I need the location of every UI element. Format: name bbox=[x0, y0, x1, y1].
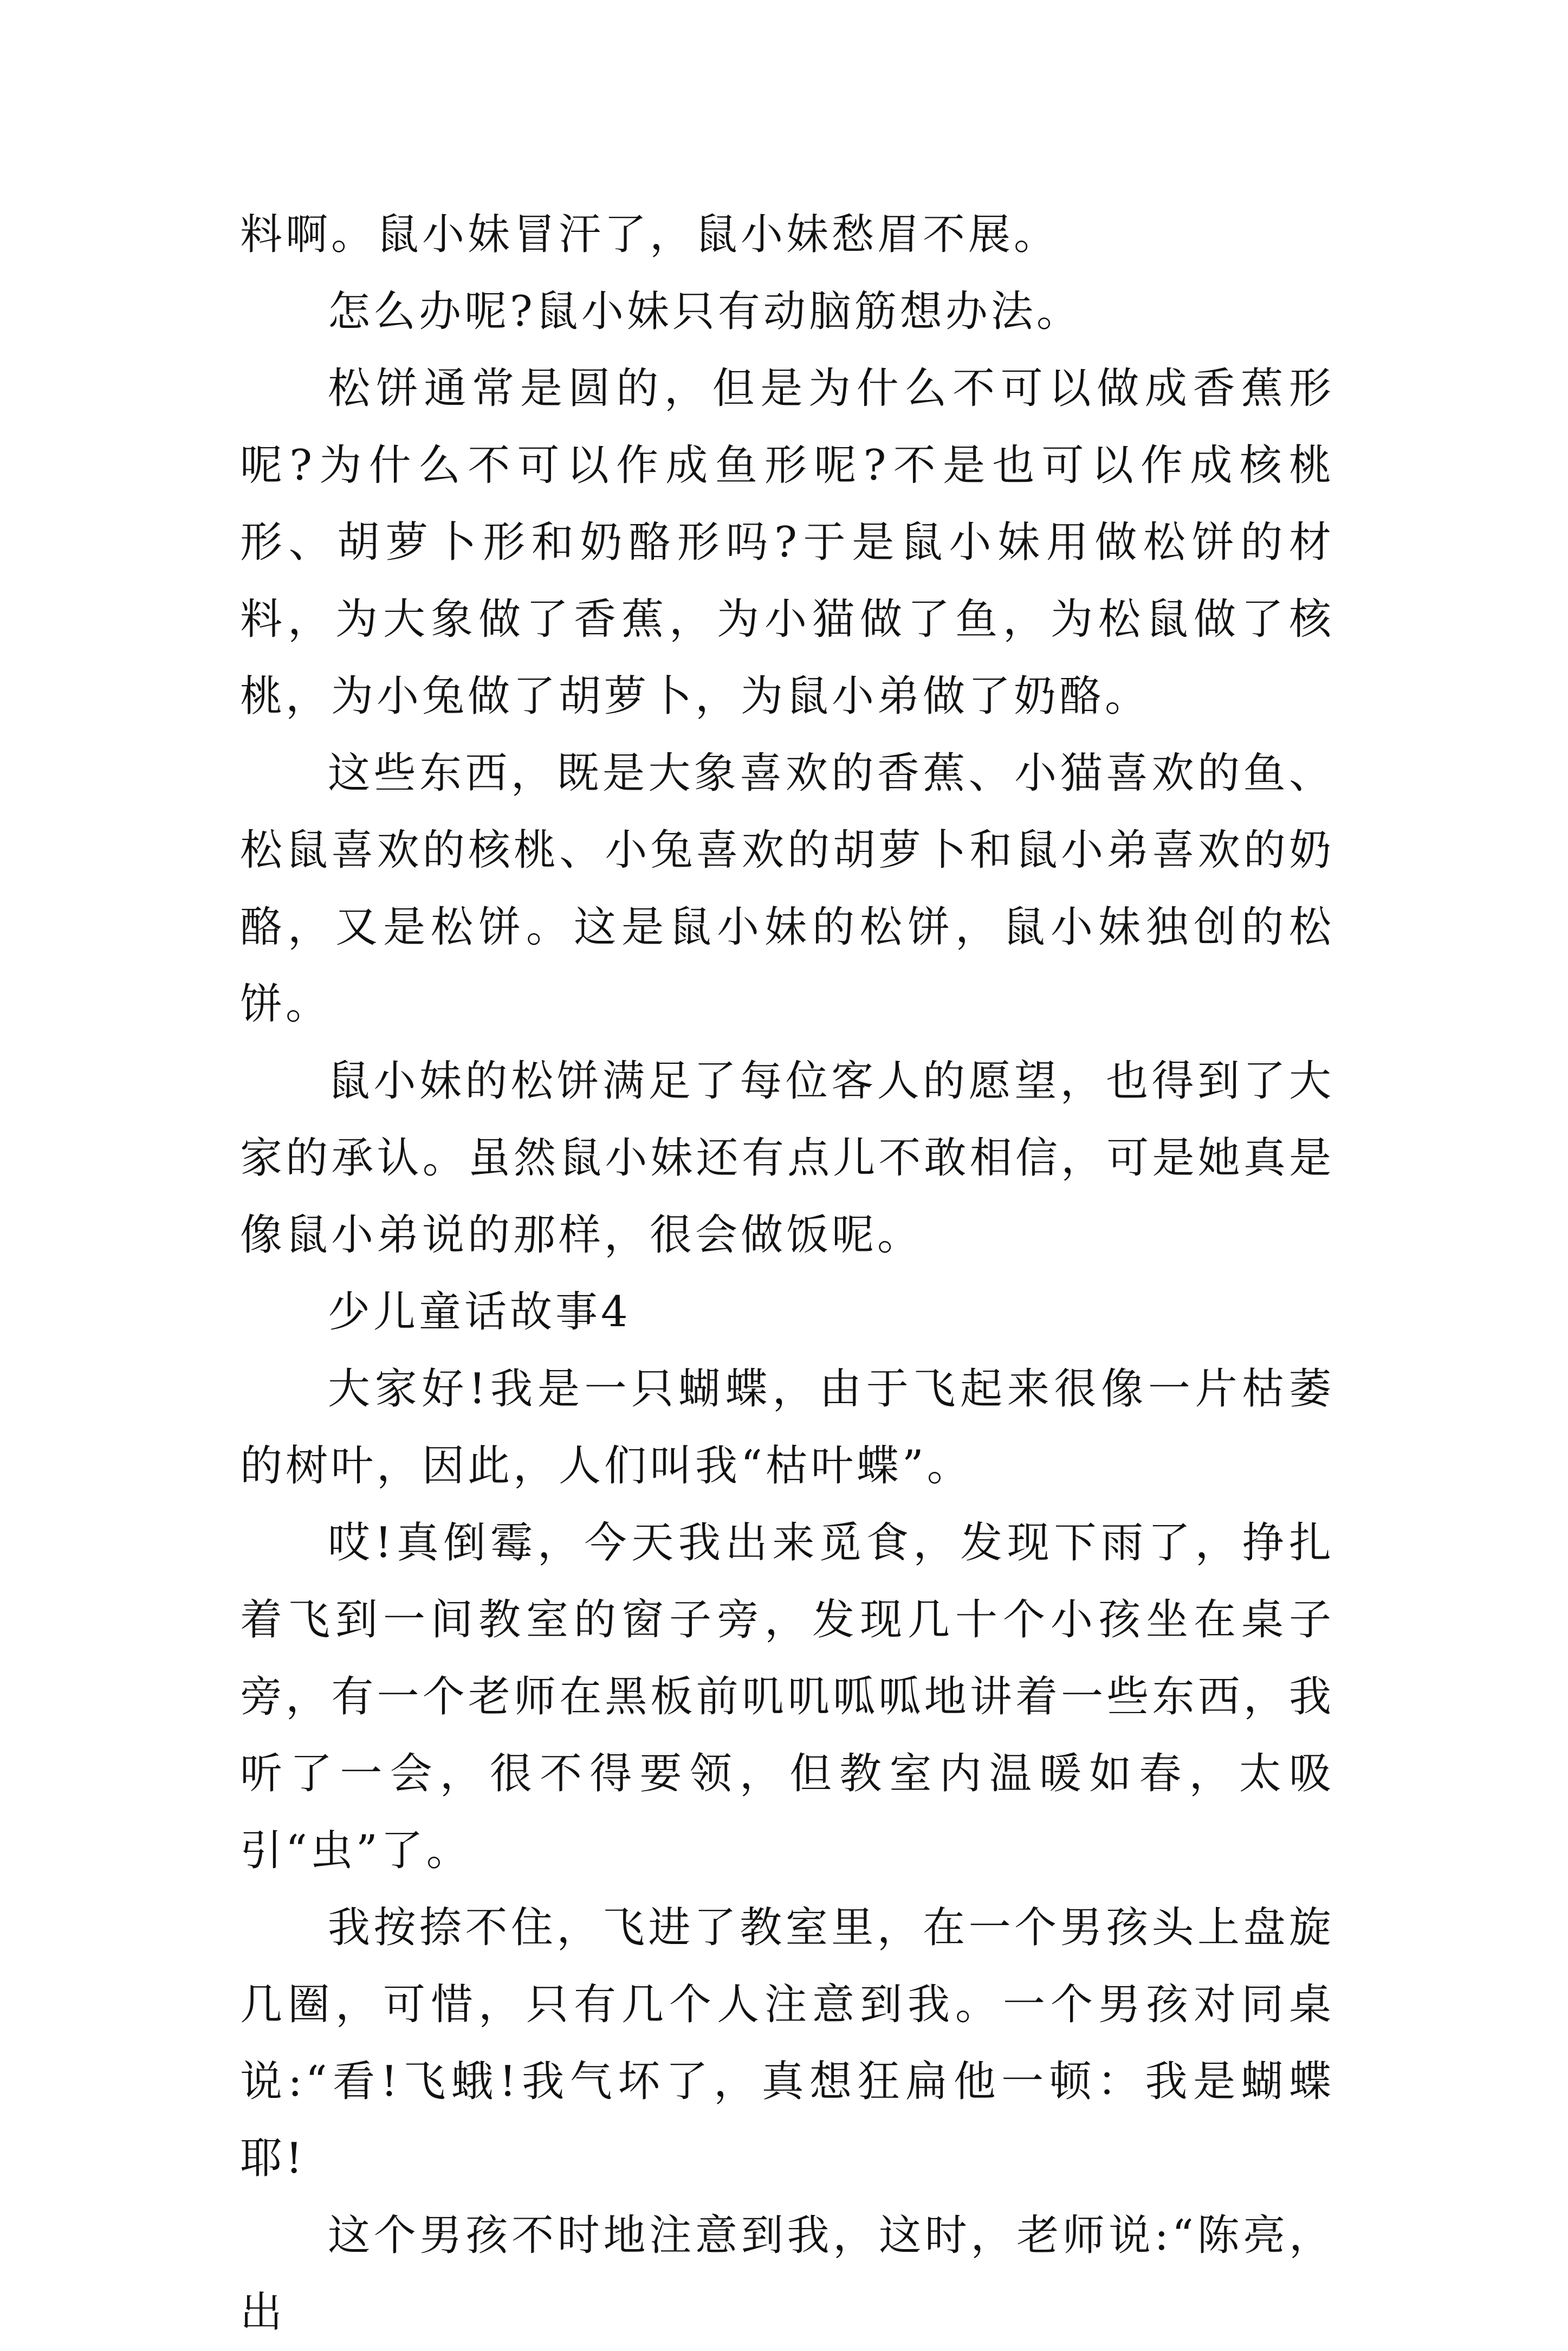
paragraph: 怎么办呢?鼠小妹只有动脑筋想办法。 bbox=[328, 287, 1082, 336]
paragraph: 松饼通常是圆的，但是为什么不可以做成香蕉形呢?为什么不可以作成鱼形呢?不是也可以作成核桃形、胡萝卜形和奶酪形吗?于是鼠小妹用做松饼的材料，为大象做了香蕉，为小猫做了鱼，为松鼠做了核桃，为小兔做了胡萝卜，为鼠小弟做了奶酪。 bbox=[240, 364, 1334, 721]
paragraph: 这些东西，既是大象喜欢的香蕉、小猫喜欢的鱼、松鼠喜欢的核桃、小兔喜欢的胡萝卜和鼠小弟喜欢的奶酪，又是松饼。这是鼠小妹的松饼，鼠小妹独创的松饼。 bbox=[240, 749, 1334, 1029]
section-heading: 少儿童话故事4 bbox=[328, 1288, 631, 1336]
paragraph: 大家好!我是一只蝴蝶，由于飞起来很像一片枯萎的树叶，因此，人们叫我“枯叶蝶”。 bbox=[240, 1365, 1334, 1490]
paragraph-continued: 料啊。鼠小妹冒汗了，鼠小妹愁眉不展。 bbox=[240, 210, 1060, 259]
document-body bbox=[240, 196, 1334, 2351]
paragraph: 哎!真倒霉，今天我出来觅食，发现下雨了，挣扎着飞到一间教室的窗子旁，发现几十个小孩坐在桌子旁，有一个老师在黑板前叽叽呱呱地讲着一些东西，我听了一会，很不得要领，但教室内温暖如春，太吸引“虫”了。 bbox=[240, 1519, 1334, 1875]
paragraph: 这个男孩不时地注意到我，这时，老师说:“陈亮，出 bbox=[240, 2211, 1334, 2337]
paragraph: 鼠小妹的松饼满足了每位客人的愿望，也得到了大家的承认。虽然鼠小妹还有点儿不敢相信，可是她真是像鼠小弟说的那样，很会做饭呢。 bbox=[240, 1057, 1334, 1260]
paragraph: 我按捺不住，飞进了教室里，在一个男孩头上盘旋几圈，可惜，只有几个人注意到我。一个男孩对同桌说:“看!飞蛾!我气坏了，真想狂扁他一顿：我是蝴蝶耶! bbox=[240, 1903, 1334, 2183]
